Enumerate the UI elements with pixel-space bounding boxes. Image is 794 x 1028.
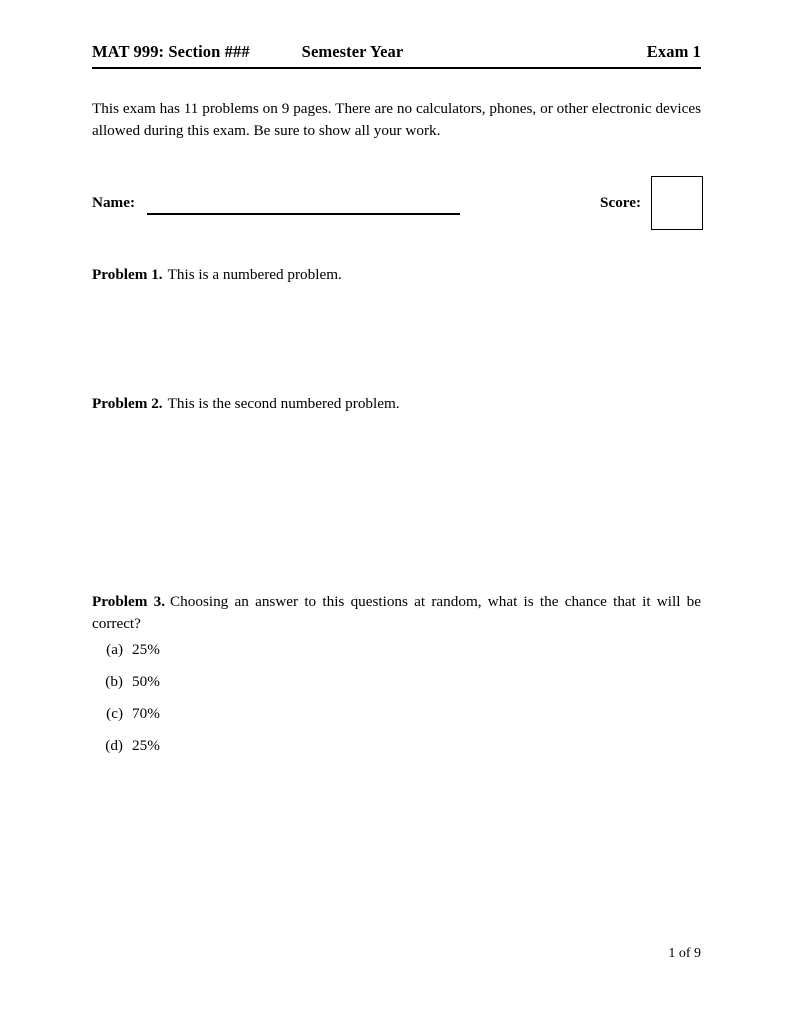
answer-choice-c[interactable] xyxy=(92,705,392,737)
student-info-row xyxy=(92,186,705,246)
answer-choice-a-value: 25% xyxy=(132,641,160,658)
problem-1-title: Problem 1. xyxy=(92,266,163,283)
header-course: MAT 999: Section ### xyxy=(92,42,250,61)
answer-choice-d-value: 25% xyxy=(132,737,160,754)
problem-3-text: Choosing an answer to this questions at random, what is the chance that it will be correct? xyxy=(92,593,701,632)
name-label: Name: xyxy=(92,194,136,211)
problem-1-text: This is a numbered problem. xyxy=(167,266,342,283)
problem-3 xyxy=(92,591,701,634)
problem-2-text: This is the second numbered problem. xyxy=(167,395,400,412)
problem-2 xyxy=(92,393,701,415)
problem-2-title: Problem 2. xyxy=(92,395,163,412)
answer-choice-d[interactable] xyxy=(92,737,392,769)
page-footer: 1 of 9 xyxy=(668,946,701,961)
exam-instructions: This exam has 11 problems on 9 pages. There are no calculators, phones, or other electronic devices allowed during this exam. Be sure to show all your work. xyxy=(92,100,701,139)
answer-choice-b[interactable] xyxy=(92,673,392,705)
page-header xyxy=(92,42,701,62)
answer-choice-b-label: (b) xyxy=(105,673,123,690)
answer-choice-c-label: (c) xyxy=(106,705,123,722)
name-input-line[interactable] xyxy=(147,213,460,215)
answer-choice-list xyxy=(92,641,392,769)
answer-choice-d-label: (d) xyxy=(105,737,123,754)
answer-choice-a-label: (a) xyxy=(106,641,123,658)
problem-1 xyxy=(92,264,701,286)
answer-choice-b-value: 50% xyxy=(132,673,160,690)
score-box[interactable] xyxy=(651,176,703,230)
header-divider xyxy=(92,67,701,69)
header-exam-number: Exam 1 xyxy=(646,42,701,61)
score-label: Score: xyxy=(600,194,642,211)
problem-3-title: Problem 3. xyxy=(92,593,166,610)
answer-choice-a[interactable] xyxy=(92,641,392,673)
header-semester: Semester Year xyxy=(301,42,404,61)
answer-choice-c-value: 70% xyxy=(132,705,160,722)
